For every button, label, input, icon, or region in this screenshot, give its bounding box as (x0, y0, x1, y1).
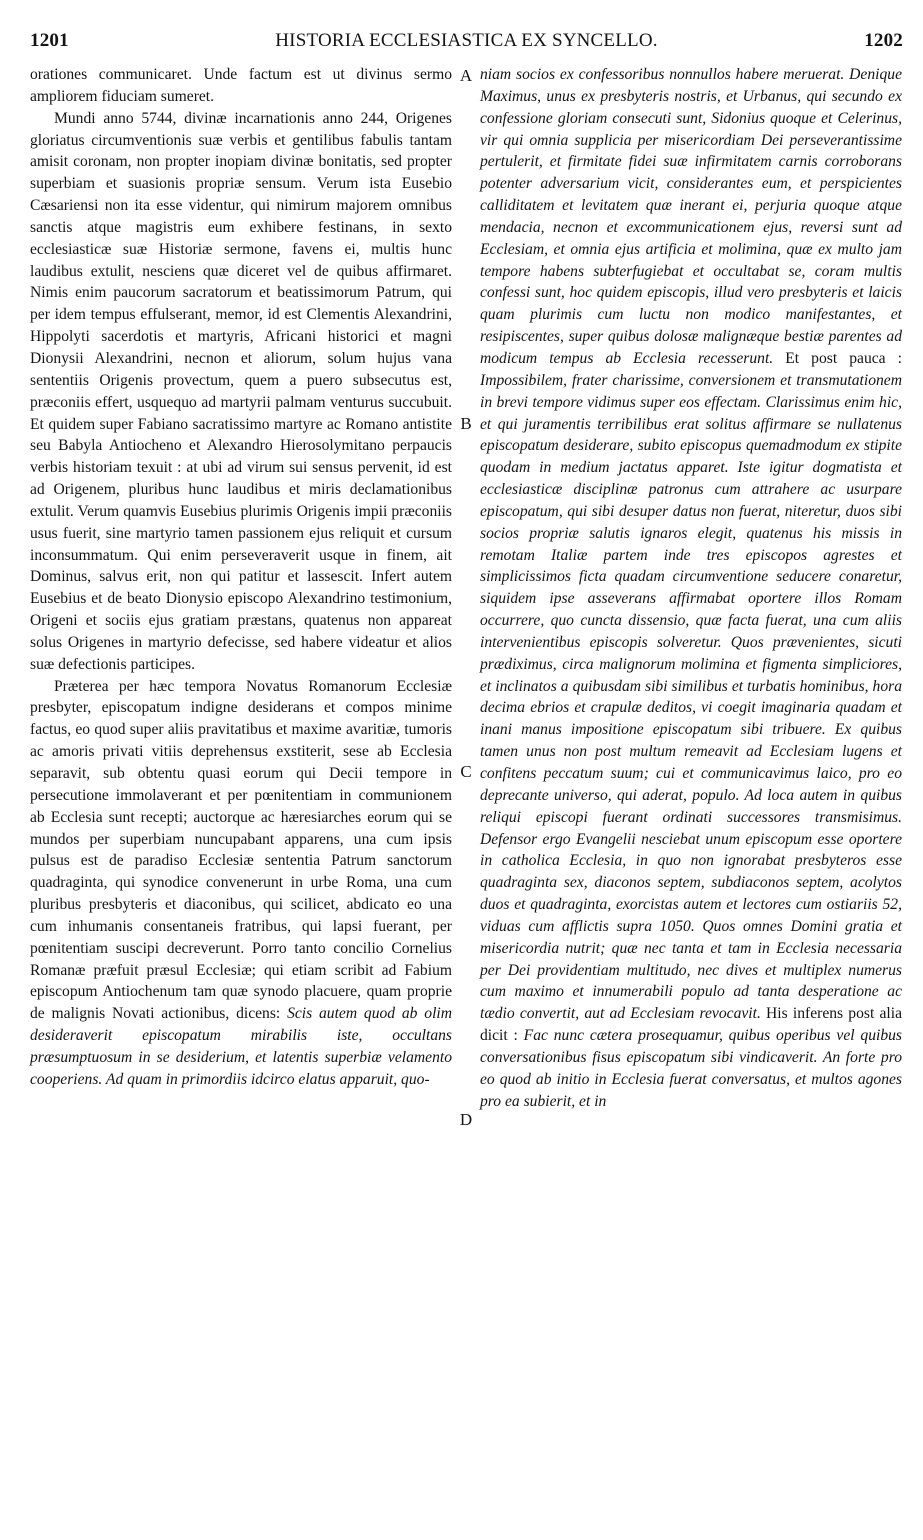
right-column (480, 64, 902, 1113)
page-header (30, 30, 903, 64)
right-text-c: Fac nunc cætera prosequamur, quibus operibus vel quibus conversationibus fisus episcopatum sibi vindicaverit. An forte pro eo quod ab initio in Ecclesia fuerat conversatus, et multos agones pro ea subierit, et in (480, 1027, 902, 1110)
left-paragraph-3 (30, 676, 452, 1091)
left-paragraph-3-quotation: Scis autem quod ab olim desideraverit episcopatum mirabilis iste, occultans præsumptuosum in se desiderium, et latentis superbiæ velamento cooperiens. Ad quam in primordiis idcirco elatus apparuit, quo- (30, 1005, 452, 1088)
margin-marker-b: B (460, 414, 472, 433)
right-paragraph (480, 64, 902, 1113)
left-paragraph-2: Mundi anno 5744, divinæ incarnationis anno 244, Origenes gloriatus circumventionis suæ verbis et gentilibus fabulis tantam amisit coronam, non propter inopiam divinæ bonitatis, sed propter superbiam et suasionis propriæ sensum. Verum ista Eusebio Cæsariensi non ita esse videntur, qui nimirum majorem omnibus sanctis atque magistris eum exhibere festinans, in sexto ecclesiasticæ suæ Historiæ sermone, favens ei, multis hunc laudibus extulit, nesciens quæ diceret vel de quibus affirmaret. Nimis enim paucorum sacratorum et beatissimorum Patrum, qui per idem tempus effulserant, memor, id est Clementis Alexandrini, Hippolyti sacerdotis et martyris, Africani historici et magni Dionysii Alexandrini, necnon et aliorum, solum hujus vana sententiis Origenis provectum, quem a puero subsecutus est, præconiis effert, usquequo ad martyrii palmam venturus succubuit. Et quidem super Fabiano sacratissimo martyre ac Romano antistite seu Babyla Antiocheno et Alexandro Hierosolymitano perpaucis verbis historiam texuit : at ubi ad virum sui sensus pervenit, id est ad Origenem, pluribus hunc laudibus et miris declamationibus extulit. Verum quamvis Eusebius plurimis Origenis impii præconiis usus fuerit, sine martyrio tamen passionem ejus reliquit et cursum inconsummatum. Qui enim perseveraverit usque in finem, ait Dominus, salvus erit, non qui patitur et lassescit. Infert autem Eusebius et de beato Dionysio episcopo Alexandrino testimonium, Origeni et sociis ejus gratiam præstans, quatenus non appareat solus Origenes in martyrio defecisse, sed habere videatur et alios suæ defectionis participes. (30, 109, 452, 673)
right-narration-2: His inferens post alia dicit : (480, 1005, 902, 1045)
left-paragraph-1: orationes communicaret. Unde factum est ut divinus sermo ampliorem fiduciam sumeret. (30, 66, 452, 105)
margin-marker-d: D (459, 1110, 473, 1129)
page-number-right: 1202 (864, 30, 903, 51)
margin-marker-a: A (459, 66, 473, 85)
margin-marker-c: C (460, 762, 472, 781)
running-title: HISTORIA ECCLESIASTICA EX SYNCELLO. (275, 30, 658, 51)
left-paragraph-3-text: Præterea per hæc tempora Novatus Romanorum Ecclesiæ presbyter, episcopatum indigne desiderans et compos minime factus, eo quod super aliis pravitatibus et maxime avaritiæ, tumoris ac amoris privati vitiis deprehensus exstiterit, sese ab Ecclesia separavit, sub obtentu quasi eorum qui Decii tempore in persecutione immolaverant et per pœnitentiam in communionem ab Ecclesia sunt recepti; auctorque ac hæresiarches eorum qui se mundos per superbiam nuncupabant apparens, una cum ipsis pulsus est de paradiso Ecclesiæ sententia Patrum sanctorum quadraginta, qui synodice convenerunt in urbe Roma, una cum pluribus presbyteris et diaconibus, qui scilicet, abdicato eo una cum inhumanis consentaneis fratribus, qui lapsi fuerant, per pœnitentiam suscipi decreverunt. Porro tanto concilio Cornelius Romanæ præfuit præsul Ecclesiæ; qui etiam scribit ad Fabium episcopum Antiochenum tam quæ synodo placuere, quam proprie de malignis Novati actionibus, dicens: (30, 677, 452, 1023)
left-column (30, 64, 452, 1091)
right-narration-1: Et post pauca : (785, 349, 902, 367)
right-text-a: niam socios ex confessoribus nonnullos habere meruerat. Denique Maximus, unus ex presbyteris nostris, et Urbanus, qui secundo ex confessione gloriam consecuti sunt, Sidonius quoque et Celerinus, vir qui omnia supplicia per misericordiam Dei perseverantissime pertulerit, et firmitate fidei suæ infirmitatem carnis corroborans potenter adversarium vicit, considerantes eum, et perspicientes calliditatem et levitatem quæ inerant ei, perjuria quoque atque mendacia, necnon et excommunicationem ejus, reversi sunt ad Ecclesiam, et omnia ejus artificia et molimina, quæ ex multo jam tempore habens subterfugiebat et occultabat se, coram multis confessi sunt, hoc quidem episcopis, illud vero presbyteris et laicis quam plurimis cum luctu non modico manifestantes, et resipiscentes, super quibus dolosæ malignæque bestiæ parentes ad modicum tempus ab Ecclesia recesserunt. (480, 66, 902, 367)
right-text-b: Impossibilem, frater charissime, conversionem et transmutationem in brevi tempore vidimus super eos effectam. Clarissimus enim hic, et qui juramentis terribilibus erat solitus affirmare se nullatenus episcopatum desiderare, subito episcopus quemadmodum ex stipite quodam in medium jactatus apparet. Iste igitur dogmatista et ecclesiasticæ disciplinæ patronus cum attrahere ac usurpare episcopatum, qui sibi desuper datus non fuerat, niteretur, duos sibi socios propriæ salutis ignaros elegit, quatenus his missis in remotam Italiæ partem inde tres episcopos agrestes et simplicissimos ficta quadam circumventione seducere conaretur, siquidem ipse asseverans affirmabat oportere illos Romam occurrere, quo cuncta dissensio, quæ facta fuerat, una cum aliis intervenientibus episcopis solveretur. Quos prævenientes, sicuti prædiximus, circa malignorum molimina et figmenta simpliciores, et inclinatos a quibusdam sibi similibus et turbatis hominibus, hora decima ebrios et crapulæ deditos, vi coegit imaginaria quadam et inani manus impositione episcopatum sibi tribuere. Ex quibus tamen unus non post multum remeavit ad Ecclesiam lugens et confitens peccatum suum; cui et communicavimus laico, pro eo deprecante universo, qui aderat, populo. Ad loca autem in quibus reliqui episcopi fuerant ordinati successores transmisimus. Defensor ergo Evangelii nesciebat unum episcopum esse oportere in catholica Ecclesia, in quo non ignorabat presbyteros esse quadraginta sex, diaconos septem, subdiaconos septem, acolytos duos et quadraginta, exorcistas autem et lectores cum ostiariis 52, viduas cum afflictis supra 1050. Quos omnes Domini gratia et misericordia nutrit; quæ nec tanta et tam in Ecclesia necessaria per Dei providentiam multitudo, nec dives et multiplex numerus cum maximo et innumerabili populo ad tanta desperatione ac tædio convertit, aut ad Ecclesiam revocavit. (480, 371, 902, 1023)
page-number-left: 1201 (30, 30, 69, 51)
